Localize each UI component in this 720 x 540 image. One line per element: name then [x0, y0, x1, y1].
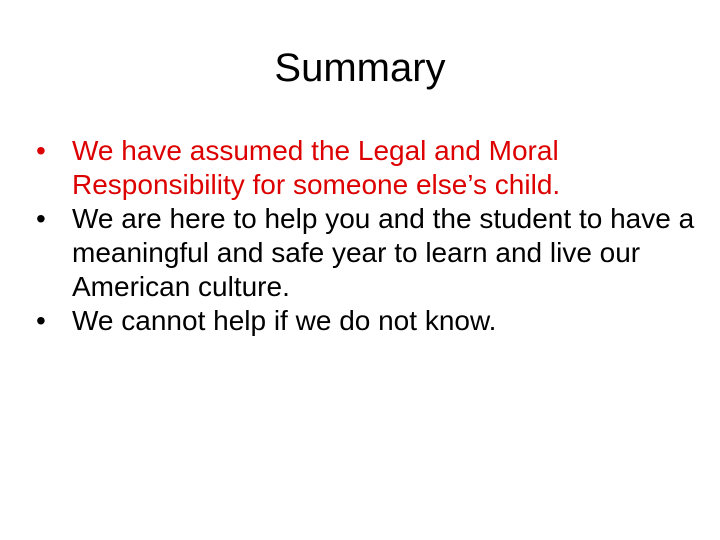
- bullet-item-1: [36, 134, 696, 202]
- slide-title: Summary: [274, 46, 446, 90]
- bullet-icon: •: [36, 305, 46, 336]
- bullet-item-2: [36, 202, 696, 304]
- bullet-list: [36, 134, 696, 338]
- bullet-item-3: [36, 304, 696, 338]
- bullet-text-1: We have assumed the Legal and Moral Responsibility for someone else’s child.: [72, 135, 561, 200]
- bullet-icon: •: [36, 135, 46, 166]
- bullet-icon: •: [36, 203, 46, 234]
- bullet-text-3: We cannot help if we do not know.: [72, 305, 497, 336]
- bullet-text-2: We are here to help you and the student to have a meaningful and safe year to learn and live our American culture.: [72, 203, 695, 302]
